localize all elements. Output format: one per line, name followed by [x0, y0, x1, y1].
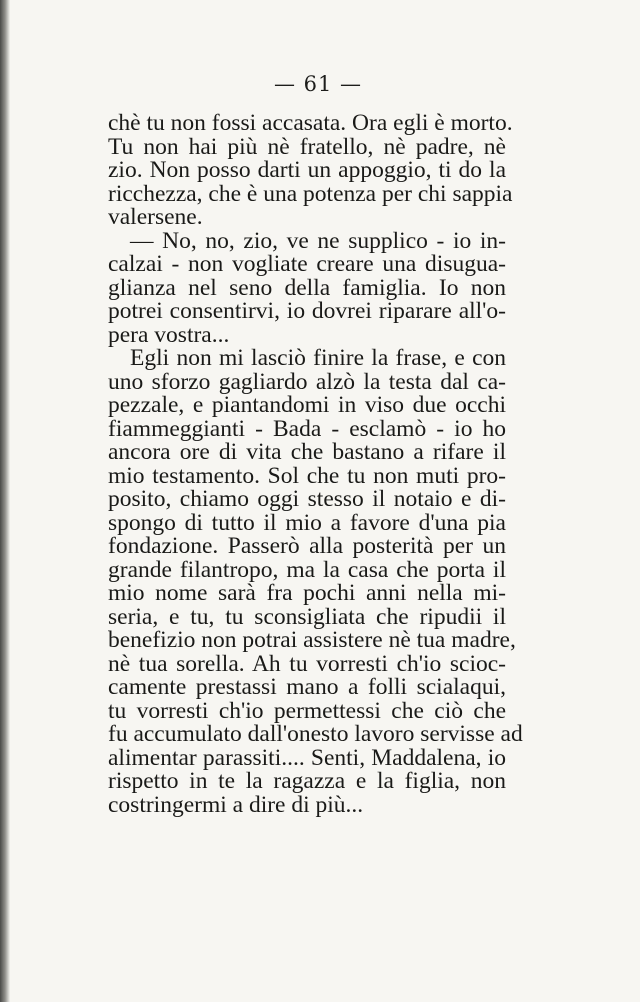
- text-line: benefizio non potrai assistere nè tua madre,: [108, 627, 516, 653]
- text-line: mio testamento. Sol che tu non muti pro-: [108, 462, 506, 489]
- text-line: posito, chiamo oggi stesso il notaio e di-: [108, 486, 506, 512]
- text-line: fondazione. Passerò alla posterità per un: [108, 533, 506, 559]
- text-line: valersene.: [108, 204, 203, 230]
- text-line: grande filantropo, ma la casa che porta il: [108, 556, 506, 583]
- text-line: seria, e tu, tu sconsigliata che ripudii il: [108, 603, 506, 630]
- body-text: [108, 110, 523, 818]
- text-line: glianza nel seno della famiglia. Io non: [108, 274, 506, 301]
- text-line: uno sforzo gagliardo alzò la testa dal ca-: [108, 368, 506, 395]
- text-line: Tu non hai più nè fratello, nè padre, nè: [108, 133, 506, 160]
- binding-shadow: [0, 0, 10, 1002]
- text-line: fu accumulato dall'onesto lavoro servisse ad: [108, 721, 523, 747]
- text-line: alimentar parassiti.... Senti, Maddalena, io: [108, 744, 506, 771]
- text-line: nè tua sorella. Ah tu vorresti ch'io scioc-: [108, 650, 506, 677]
- text-line: mio nome sarà fra pochi anni nella mi-: [108, 580, 506, 606]
- text-line: potrei consentirvi, io dovrei riparare all'o-: [108, 298, 506, 324]
- text-line: camente prestassi mano a folli scialaqui,: [108, 674, 506, 700]
- text-line: Egli non mi lasciò finire la frase, e con: [130, 345, 506, 371]
- text-line: spongo di tutto il mio a favore d'una pia: [108, 509, 506, 536]
- text-line: chè tu non fossi accasata. Ora egli è morto.: [108, 110, 513, 136]
- text-line: ricchezza, che è una potenza per chi sappia: [108, 180, 513, 207]
- text-line: zio. Non posso darti un appoggio, ti do la: [108, 157, 506, 183]
- text-line: fiammeggianti - Bada - esclamò - io ho: [108, 415, 506, 442]
- text-line: pezzale, e piantandomi in viso due occhi: [108, 392, 506, 418]
- text-line: — No, no, zio, ve ne supplico - io in-: [130, 227, 506, 254]
- text-line: tu vorresti ch'io permettessi che ciò che: [108, 697, 506, 724]
- text-line: calzai - non vogliate creare una disugua-: [108, 251, 506, 277]
- text-line: pera vostra...: [108, 321, 230, 348]
- text-line: rispetto in te la ragazza e la figlia, non: [108, 768, 506, 794]
- page-number: — 61 —: [273, 72, 363, 96]
- paper-speck: [30, 928, 38, 938]
- text-line: ancora ore di vita che bastano a rifare il: [108, 439, 506, 465]
- text-line: costringermi a dire di più...: [108, 791, 364, 818]
